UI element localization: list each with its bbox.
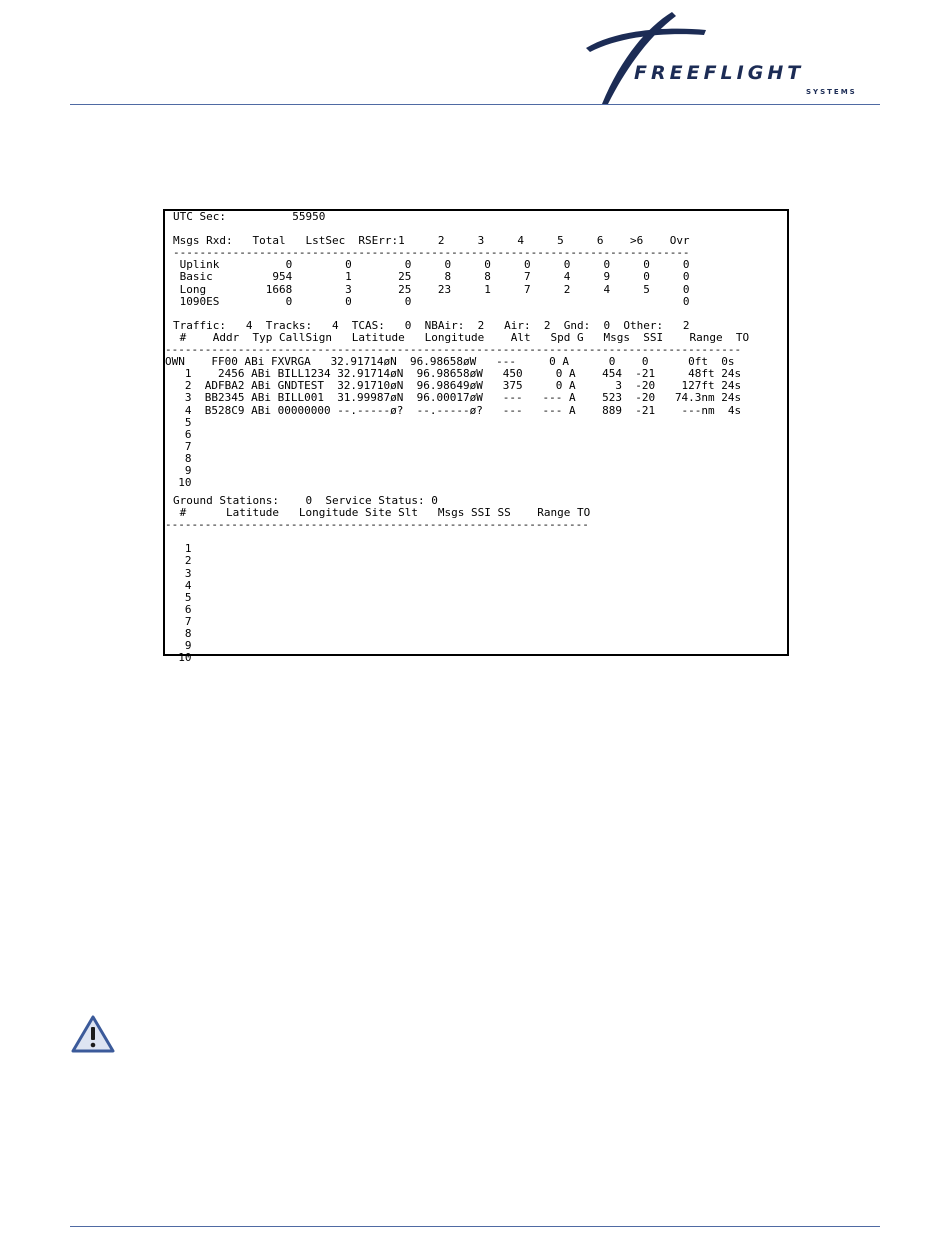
msgs-row-basic: Basic 954 1 25 8 8 7 4 9 0 0 — [173, 270, 690, 284]
msgs-row-uplink: Uplink 0 0 0 0 0 0 0 0 0 0 — [173, 258, 690, 272]
logo-text: FREEFLIGHT — [634, 62, 805, 84]
traffic-row: 10 — [171, 476, 192, 490]
ground-station-row: 3 — [178, 566, 192, 580]
msgs-separator: ------------------------------------------------------------------------------ — [173, 246, 690, 260]
traffic-row: 9 — [171, 464, 192, 478]
ground-station-row: 2 — [178, 554, 192, 568]
ground-stations-block — [173, 495, 590, 519]
traffic-row: 4 B528C9 ABi 00000000 --.-----ø? --.-----ø? --- --- A 889 -21 ---nm 4s — [171, 403, 742, 417]
ground-station-row: 7 — [178, 614, 192, 628]
traffic-row: 5 — [171, 415, 192, 429]
ground-stations-list — [165, 519, 589, 664]
traffic-row: 1 2456 ABi BILL1234 32.91714øN 96.98658øW 450 0 A 454 -21 48ft 24s — [171, 367, 742, 381]
ground-station-row: 4 — [178, 578, 192, 592]
ground-station-row: 8 — [178, 627, 192, 641]
traffic-row-own: OWN FF00 ABi FXVRGA 32.91714øN 96.98658øW --- 0 A 0 0 0ft 0s — [165, 355, 735, 369]
ground-station-row: 5 — [178, 590, 192, 604]
traffic-row: 2 ADFBA2 ABi GNDTEST 32.91710øN 96.98649øW 375 0 A 3 -20 127ft 24s — [171, 379, 742, 393]
footer-divider — [70, 1226, 880, 1227]
ground-station-row: 10 — [178, 651, 192, 665]
terminal-content — [173, 211, 749, 344]
ground-station-row: 9 — [178, 639, 192, 653]
ground-stations-header: # Latitude Longitude Site Slt Msgs SSI SS Range TO — [173, 506, 591, 520]
ground-stations-separator: ---------------------------------------------------------------- — [165, 518, 589, 532]
traffic-row: 3 BB2345 ABi BILL001 31.99987øN 96.00017øW --- --- A 523 -20 74.3nm 24s — [171, 391, 742, 405]
warning-triangle-icon — [70, 1014, 116, 1054]
traffic-header: # Addr Typ CallSign Latitude Longitude Alt Spd G Msgs SSI Range TO — [173, 330, 750, 344]
msgs-row-1090es: 1090ES 0 0 0 0 — [173, 294, 690, 308]
ground-station-row: 1 — [178, 542, 192, 556]
ground-stations-summary: Ground Stations: 0 Service Status: 0 — [173, 494, 438, 507]
traffic-row: 8 — [171, 451, 192, 465]
terminal-screen — [163, 209, 789, 665]
msgs-row-long: Long 1668 3 25 23 1 7 2 4 5 0 — [173, 282, 690, 296]
traffic-summary: Traffic: 4 Tracks: 4 TCAS: 0 NBAir: 2 Air: 2 Gnd: 0 Other: 2 — [173, 318, 690, 332]
traffic-separator: --------------------------------------------------------------------------------------- — [165, 343, 742, 357]
utc-seconds-line: UTC Sec: 55950 — [173, 210, 326, 223]
msgs-header: Msgs Rxd: Total LstSec RSErr:1 2 3 4 5 6 >6 Ovr — [173, 234, 690, 248]
traffic-own-block — [165, 344, 741, 489]
ground-station-row: 6 — [178, 602, 192, 616]
logo-subtext: SYSTEMS — [806, 88, 857, 96]
header-divider — [70, 104, 880, 105]
traffic-row: 6 — [171, 427, 192, 441]
traffic-row: 7 — [171, 439, 192, 453]
